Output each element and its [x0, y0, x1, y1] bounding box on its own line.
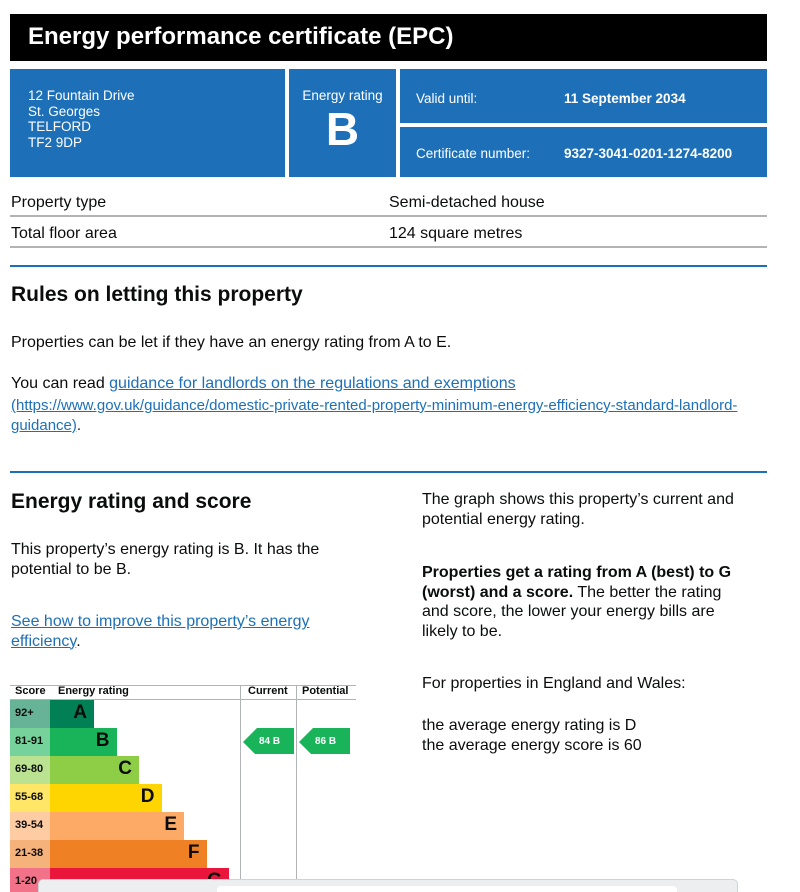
address-line-2: St. Georges	[28, 103, 101, 119]
band-bar-f: F	[50, 840, 207, 868]
rating-explanation-rest-2: The better the rating	[573, 583, 722, 601]
epc-chart	[10, 685, 356, 892]
rating-explanation-rest-4: likely to be.	[422, 622, 503, 640]
chart-header-potential: Potential	[302, 685, 349, 697]
certificate-number-label: Certificate number:	[416, 146, 531, 161]
chart-divider-current	[240, 685, 241, 892]
improve-suffix: .	[76, 632, 81, 650]
certificate-number-value: 9327-3041-0201-1274-8200	[564, 146, 733, 161]
chart-header-score: Score	[15, 685, 46, 697]
letting-heading: Rules on letting this property	[11, 283, 303, 306]
band-score-b: 81-91	[10, 728, 50, 756]
guidance-url-link-line-1[interactable]: (https://www.gov.uk/guidance/domestic-private-rented-property-minimum-energy-efficiency-standard-landlord-	[11, 397, 738, 414]
energy-rating-label: Energy rating	[302, 88, 383, 103]
band-score-d: 55-68	[10, 784, 50, 812]
graph-explanation	[422, 490, 772, 529]
region-note: For properties in England and Wales:	[422, 675, 686, 692]
energy-rating-panel	[289, 69, 396, 177]
rating-explanation-bold-2: (worst) and a score.	[422, 583, 574, 601]
floor-area-value: 124 square metres	[389, 225, 523, 242]
section-divider	[10, 471, 767, 473]
chart-header-rating: Energy rating	[58, 685, 129, 697]
guidance-url	[11, 396, 791, 435]
rating-explanation-bold-1: Properties get a rating from A (best) to G	[422, 564, 732, 581]
average-score: the average energy score is 60	[422, 736, 642, 754]
certificate-number-panel	[400, 127, 767, 177]
address-line-3: TELFORD	[28, 119, 92, 134]
score-heading: Energy rating and score	[11, 490, 252, 513]
letting-paragraph: Properties can be let if they have an energy rating from A to E.	[11, 334, 452, 351]
address-panel	[10, 69, 285, 177]
score-paragraph-line-2: potential to be B.	[11, 560, 132, 578]
property-type-value: Semi-detached house	[389, 194, 545, 211]
band-bar-d: D	[50, 784, 162, 812]
valid-until-value: 11 September 2034	[564, 91, 686, 106]
guidance-paragraph	[11, 374, 771, 394]
guidance-link[interactable]: guidance for landlords on the regulations and exemptions	[109, 375, 516, 392]
chart-header-current: Current	[248, 685, 288, 697]
improve-link-line-1[interactable]: See how to improve this property’s energy	[11, 613, 310, 630]
score-paragraph	[11, 540, 319, 579]
improve-link-line-2[interactable]: efficiency	[11, 632, 77, 650]
band-score-a: 92+	[10, 700, 50, 728]
address-line-1: 12 Fountain Drive	[28, 88, 135, 103]
floor-area-label: Total floor area	[11, 225, 117, 242]
section-divider	[10, 265, 767, 267]
page-title: Energy performance certificate (EPC)	[10, 14, 767, 61]
horizontal-scrollbar[interactable]	[38, 879, 738, 892]
floor-area-row	[10, 218, 767, 248]
valid-until-panel	[400, 69, 767, 123]
band-bar-c: C	[50, 756, 139, 784]
potential-rating-arrow-label: 86 B	[315, 736, 337, 747]
band-score-e: 39-54	[10, 812, 50, 840]
scrollbar-thumb[interactable]	[217, 886, 677, 892]
band-bar-b: B	[50, 728, 117, 756]
property-type-row	[10, 187, 767, 217]
averages	[422, 716, 642, 755]
band-score-g: 1-20	[10, 868, 50, 892]
graph-explanation-line-1: The graph shows this property’s current and	[422, 491, 734, 508]
band-score-f: 21-38	[10, 840, 50, 868]
property-type-label: Property type	[11, 194, 107, 211]
guidance-prefix: You can read	[11, 375, 110, 392]
band-score-c: 69-80	[10, 756, 50, 784]
address-line-4: TF2 9DP	[28, 134, 83, 150]
current-rating-arrow-label: 84 B	[259, 736, 281, 747]
band-bar-e: E	[50, 812, 184, 840]
chart-divider-potential	[296, 685, 297, 892]
energy-rating-letter: B	[325, 103, 360, 155]
graph-explanation-line-2: potential energy rating.	[422, 510, 585, 528]
guidance-url-link-line-2[interactable]: guidance)	[11, 416, 77, 434]
average-rating: the average energy rating is D	[422, 717, 637, 734]
rating-explanation	[422, 563, 772, 641]
rating-explanation-rest-3: and score, the lower your energy bills are	[422, 603, 715, 620]
guidance-suffix: .	[76, 416, 82, 434]
score-paragraph-line-1: This property’s energy rating is B. It has the	[11, 541, 320, 558]
improve-paragraph	[11, 612, 310, 651]
valid-until-label: Valid until:	[416, 91, 478, 106]
band-bar-a: A	[50, 700, 94, 728]
